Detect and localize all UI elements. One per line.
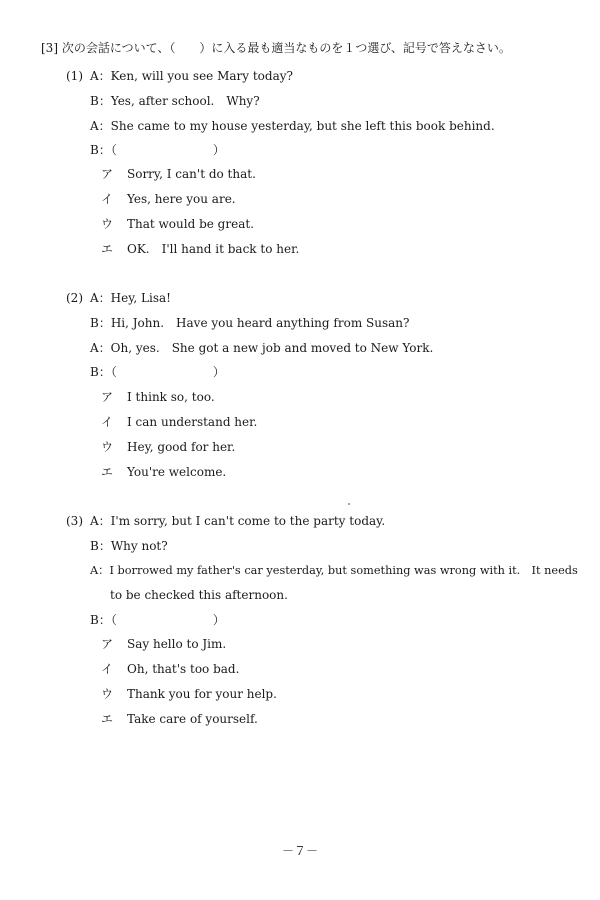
option-letter: ウ: [101, 440, 114, 454]
dialogue-line: B：Hi, John. Have you heard anything from Susan?: [90, 316, 410, 330]
option-d: [101, 464, 226, 480]
option-text: OK. I'll hand it back to her.: [127, 242, 300, 256]
dialogue-line: A：Ken, will you see Mary today?: [90, 69, 293, 83]
option-letter: ウ: [101, 217, 114, 231]
option-text: I think so, too.: [127, 390, 215, 404]
answer-blank-line: B：（ ）: [90, 143, 225, 157]
option-letter: エ: [101, 242, 114, 256]
dialogue-line-continued: to be checked this afternoon.: [110, 588, 288, 602]
option-a: [101, 389, 215, 405]
option-text: Hey, good for her.: [127, 440, 236, 454]
option-letter: ア: [101, 390, 114, 404]
option-text: Take care of yourself.: [127, 712, 258, 726]
dialogue-line: A：Oh, yes. She got a new job and moved to New York.: [90, 341, 434, 355]
answer-blank-line: B：（ ）: [90, 365, 225, 379]
option-text: I can understand her.: [127, 415, 258, 429]
option-text: Yes, here you are.: [127, 192, 236, 206]
dialogue-line: A：She came to my house yesterday, but she left this book behind.: [90, 119, 495, 133]
option-text: Oh, that's too bad.: [127, 662, 240, 676]
option-text: Say hello to Jim.: [127, 637, 227, 651]
option-text: Sorry, I can't do that.: [127, 167, 256, 181]
question-number: (1): [66, 69, 83, 83]
option-letter: エ: [101, 712, 114, 726]
option-letter: エ: [101, 465, 114, 479]
option-text: You're welcome.: [127, 465, 227, 479]
dialogue-line: A：I'm sorry, but I can't come to the party today.: [90, 514, 386, 528]
option-letter: ア: [101, 637, 114, 651]
option-b: [101, 661, 239, 677]
option-d: [101, 241, 299, 257]
option-c: [101, 686, 277, 702]
dialogue-line: A：I borrowed my father's car yesterday, but something was wrong with it. It needs: [90, 564, 578, 577]
option-text: That would be great.: [127, 217, 254, 231]
option-b: [101, 414, 257, 430]
option-c: [101, 439, 235, 455]
dialogue-line: A：Hey, Lisa!: [90, 291, 171, 305]
option-letter: ウ: [101, 687, 114, 701]
option-b: [101, 191, 236, 207]
option-letter: ア: [101, 167, 114, 181]
option-a: [101, 636, 226, 652]
question-number: (2): [66, 291, 83, 305]
scan-speck: [348, 503, 350, 505]
answer-blank-line: B：（ ）: [90, 613, 225, 627]
dialogue-line: B：Why not?: [90, 539, 168, 553]
option-letter: イ: [101, 415, 114, 429]
instruction-text: [3] 次の会話について、（ ）に入る最も適当なものを１つ選び、記号で答えなさい。: [41, 41, 511, 55]
page-number: －７－: [281, 844, 318, 858]
question-number: (3): [66, 514, 83, 528]
option-c: [101, 216, 254, 232]
option-d: [101, 711, 258, 727]
option-text: Thank you for your help.: [127, 687, 277, 701]
option-letter: イ: [101, 192, 114, 206]
dialogue-line: B：Yes, after school. Why?: [90, 94, 260, 108]
option-letter: イ: [101, 662, 114, 676]
option-a: [101, 166, 256, 182]
